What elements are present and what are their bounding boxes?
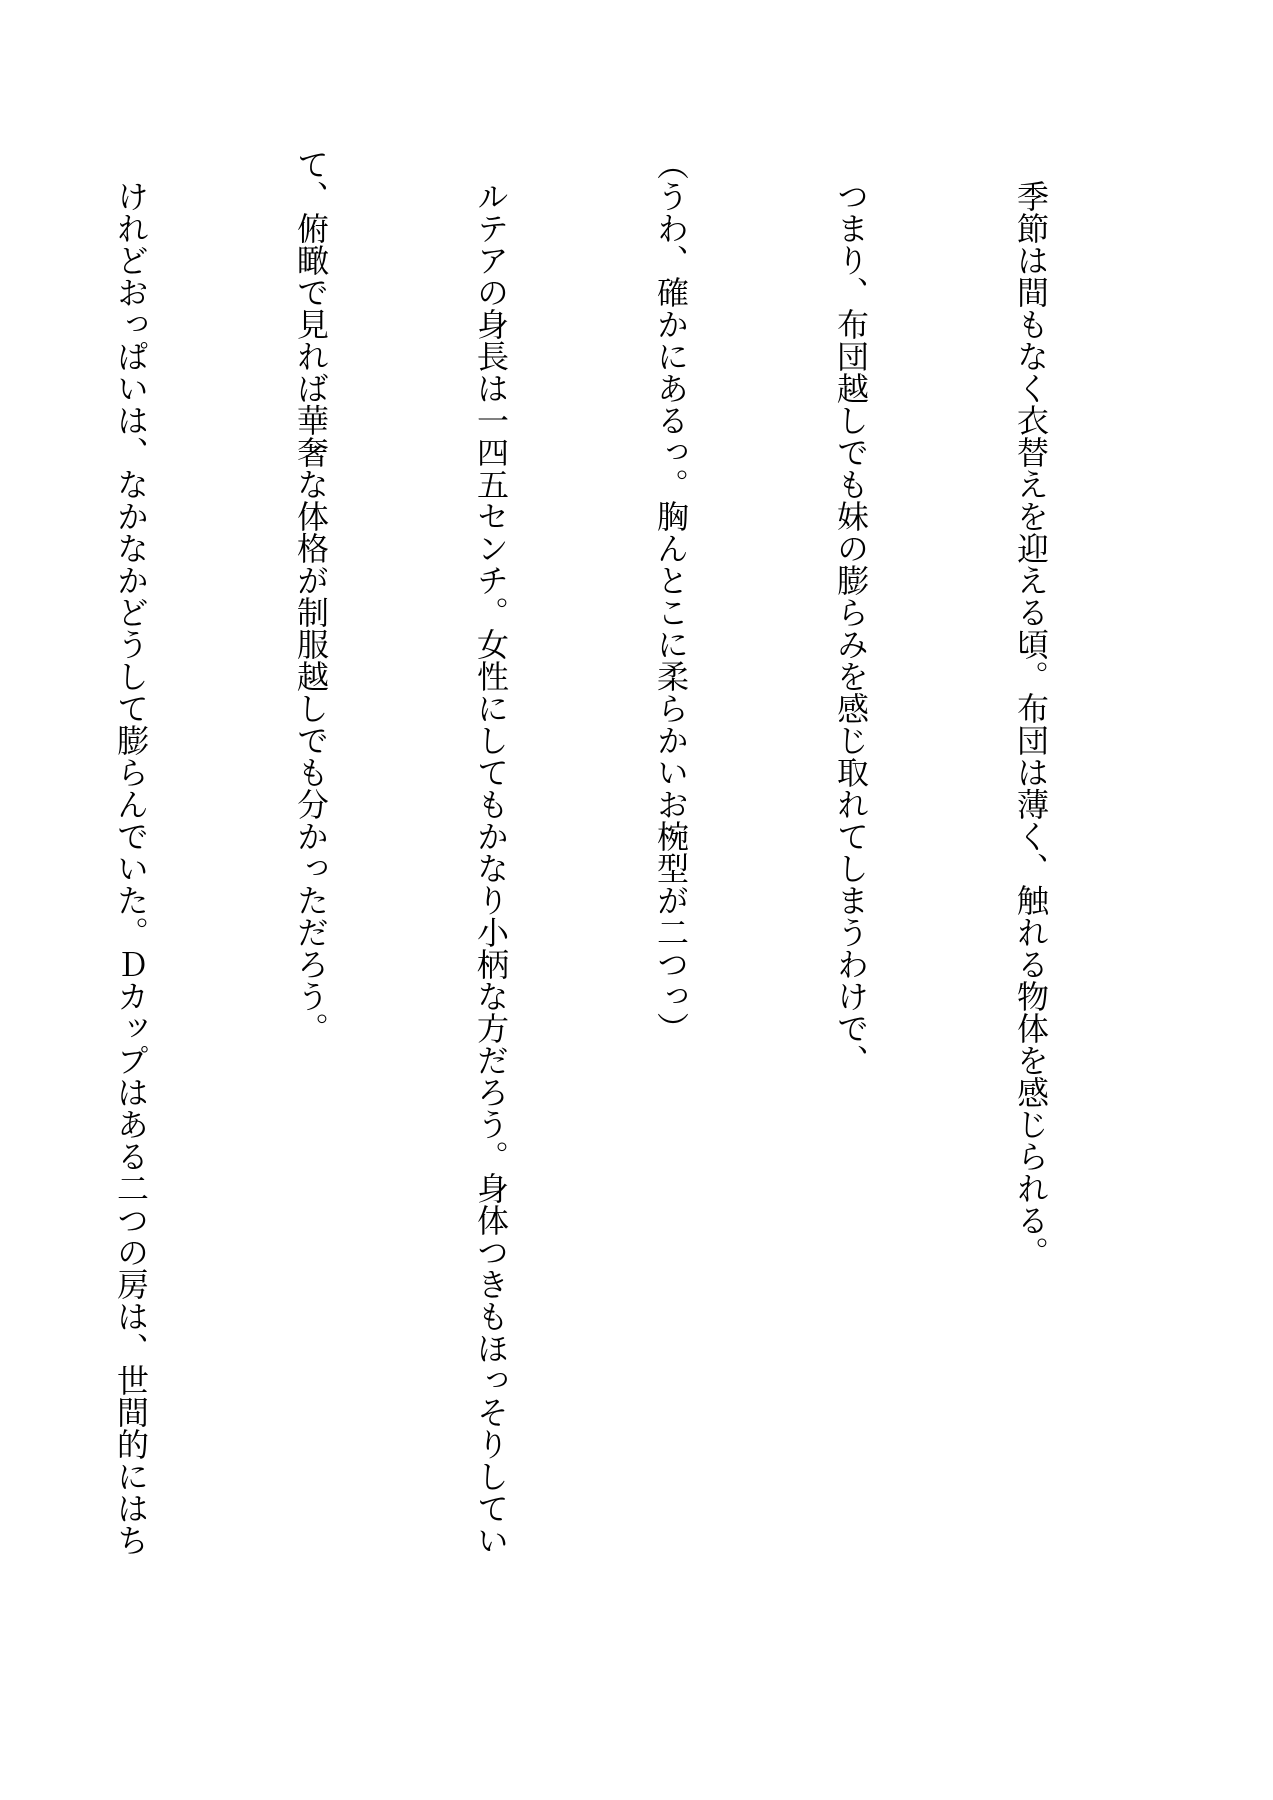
text-line: （うわ、確かにあるっ。胸んとこに柔らかいお椀型が二つっ） (652, 148, 690, 1044)
text-line: けれどおっぱいは、なかなかどうして膨らんでいた。Ｄカップはある二つの房は、世間的にはち (112, 148, 150, 1556)
text-line: つまり、布団越しでも妹の膨らみを感じ取れてしまうわけで、 (832, 148, 870, 1076)
text-line: 季節は間もなく衣替えを迎える頃。布団は薄く、触れる物体を感じられる。 (1012, 148, 1050, 1268)
text-line: て、俯瞰で見れば華奢な体格が制服越しでも分かっただろう。 (292, 148, 330, 1044)
novel-text-block (0, 148, 1181, 1608)
text-line: ルテアの身長は一四五センチ。女性にしてもかなり小柄な方だろう。身体つきもほっそりしてい (472, 148, 510, 1556)
